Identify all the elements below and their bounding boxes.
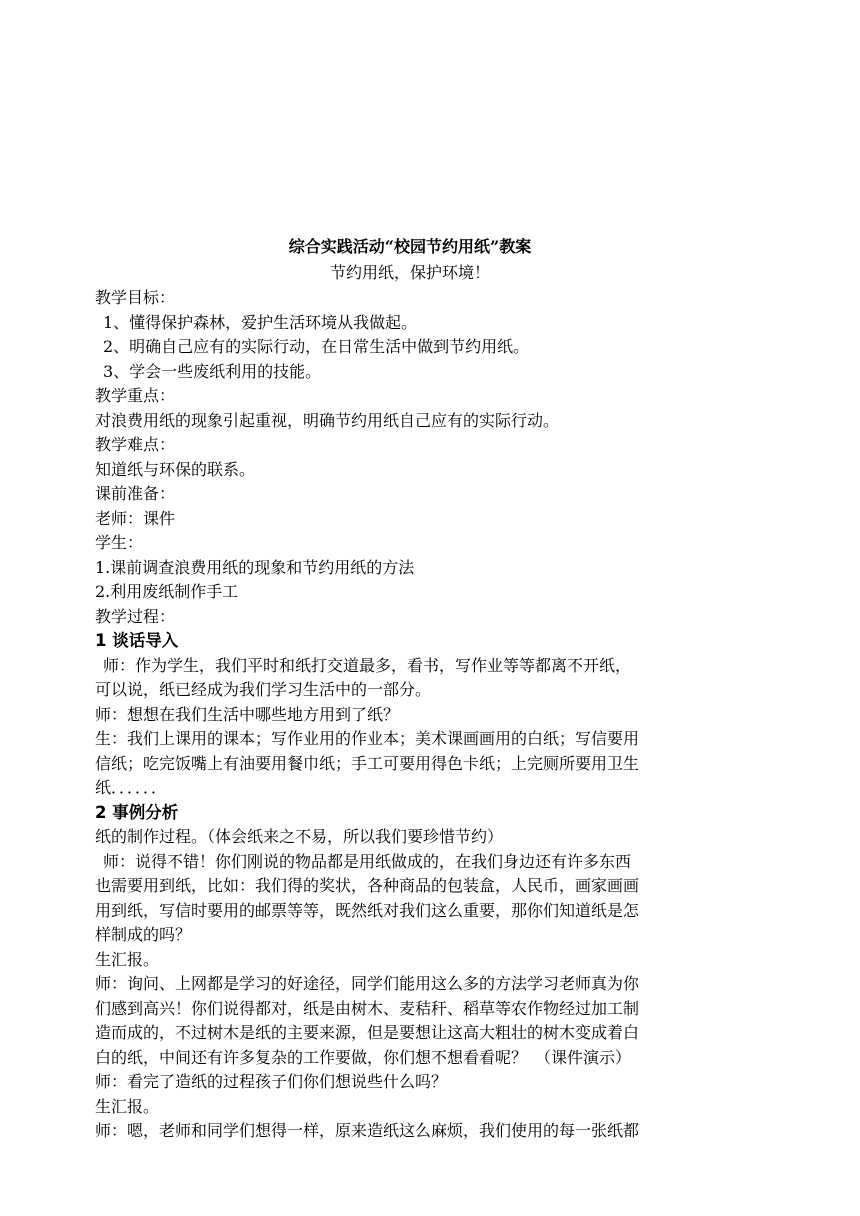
paragraph: 师：看完了造纸的过程孩子们你们想说些什么吗？ bbox=[95, 1072, 448, 1091]
section-heading-case-analysis: 2 事例分析 bbox=[95, 802, 179, 822]
paragraph-line: 可以说，纸已经成为我们学习生活中的一部分。 bbox=[95, 680, 432, 699]
goals-heading: 教学目标： bbox=[95, 288, 176, 307]
goal-item: 1、懂得保护森林，爱护生活环境从我做起。 bbox=[103, 312, 418, 332]
paragraph-line: 师：作为学生，我们平时和纸打交道最多，看书，写作业等等都离不开纸， bbox=[103, 655, 632, 675]
prep-heading: 课前准备： bbox=[95, 484, 176, 503]
lesson-plan-document bbox=[95, 234, 725, 1144]
paragraph: 师：嗯，老师和同学们想得一样，原来造纸这么麻烦，我们使用的每一张纸都 bbox=[95, 1121, 640, 1140]
paragraph-line: 白的纸，中间还有许多复杂的工作要做，你们想不想看看呢？ （课件演示） bbox=[95, 1047, 632, 1067]
prep-student-item: 2.利用废纸制作手工 bbox=[95, 582, 239, 601]
paragraph: 生汇报。 bbox=[95, 949, 160, 969]
paragraph bbox=[95, 727, 725, 801]
process-heading: 教学过程： bbox=[95, 606, 176, 626]
paragraph-line: 师：询问、上网都是学习的好途径，同学们能用这么多的方法学习老师真为你 bbox=[95, 974, 640, 993]
paragraph-line: 用到纸，写信时要用的邮票等等，既然纸对我们这么重要，那你们知道纸是怎 bbox=[95, 900, 640, 920]
prep-student-heading: 学生： bbox=[95, 533, 144, 552]
document-title: 综合实践活动“校园节约用纸”教案 bbox=[288, 237, 532, 256]
paragraph bbox=[95, 972, 725, 1070]
difficulty-text: 知道纸与环保的联系。 bbox=[95, 459, 256, 479]
goal-item: 3、学会一些废纸利用的技能。 bbox=[103, 361, 322, 381]
key-text: 对浪费用纸的现象引起重视，明确节约用纸自己应有的实际行动。 bbox=[95, 410, 560, 430]
document-subtitle: 节约用纸，保护环境！ bbox=[329, 263, 490, 282]
section-heading-intro: 1 谈话导入 bbox=[95, 631, 179, 650]
prep-teacher: 老师：课件 bbox=[95, 508, 176, 528]
paragraph-line: 们感到高兴！你们说得都对，纸是由树木、麦秸秆、稻草等农作物经过加工制 bbox=[95, 998, 640, 1018]
paragraph: 师：想想在我们生活中哪些地方用到了纸？ bbox=[95, 704, 400, 724]
paragraph-line: 信纸；吃完饭嘴上有油要用餐巾纸；手工可要用得色卡纸；上完厕所要用卫生 bbox=[95, 753, 640, 773]
prep-student-item: 1.课前调查浪费用纸的现象和节约用纸的方法 bbox=[95, 557, 415, 577]
goal-item: 2、明确自己应有的实际行动，在日常生活中做到节约用纸。 bbox=[103, 337, 530, 356]
paragraph: 生汇报。 bbox=[95, 1096, 160, 1116]
difficulty-heading: 教学难点： bbox=[95, 435, 176, 454]
paragraph-line: 造而成的，不过树木是纸的主要来源，但是要想让这高大粗壮的树木变成着白 bbox=[95, 1023, 640, 1042]
paragraph-line: 也需要用到纸，比如：我们得的奖状，各种商品的包装盒，人民币，画家画画 bbox=[95, 876, 640, 895]
paragraph: 纸的制作过程。（体会纸来之不易，所以我们要珍惜节约） bbox=[95, 827, 504, 846]
key-heading: 教学重点： bbox=[95, 386, 176, 405]
paragraph-line: 样制成的吗？ bbox=[95, 925, 192, 944]
paragraph-line: 生：我们上课用的课本；写作业用的作业本；美术课画画用的白纸；写信要用 bbox=[95, 729, 640, 748]
paragraph bbox=[95, 654, 725, 703]
paragraph-line: 纸．．．．．． bbox=[95, 778, 168, 797]
paragraph-line: 师：说得不错！你们刚说的物品都是用纸做成的，在我们身边还有许多东西 bbox=[103, 851, 632, 871]
paragraph bbox=[95, 850, 725, 948]
